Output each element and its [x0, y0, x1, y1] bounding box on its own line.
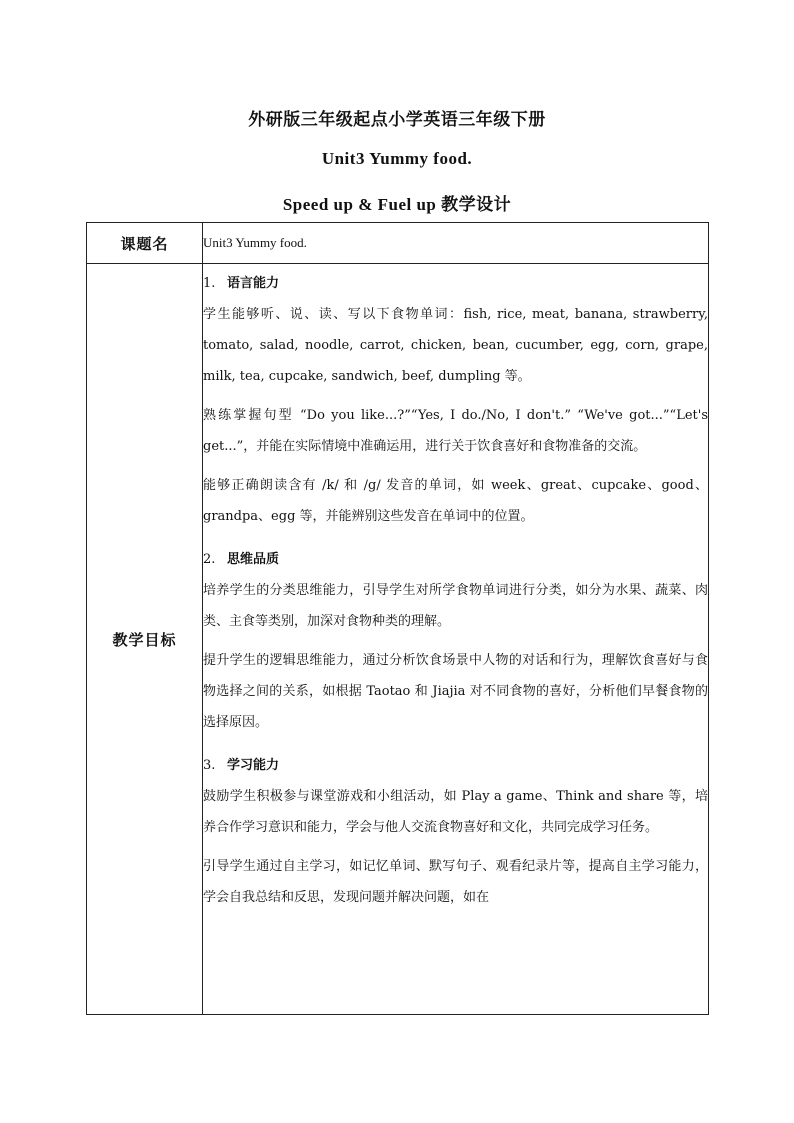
- goal-paragraph: 学生能够听、说、读、写以下食物单词：fish, rice, meat, banana, strawberry, tomato, salad, noodle, carrot, chicken, bean, cucumber, egg, corn, grape, milk, tea, cupcake, sandwich, beef, dumpling 等。: [203, 307, 708, 384]
- section-heading-text: 学习能力: [227, 758, 280, 773]
- goal-paragraph: 鼓励学生积极参与课堂游戏和小组活动，如 Play a game、Think and share 等，培养合作学习意识和能力，学会与他人交流食物喜好和文化，共同完成学习任务。: [203, 789, 708, 835]
- goal-section-learning: [203, 750, 708, 913]
- goal-paragraph: 培养学生的分类思维能力，引导学生对所学食物单词进行分类，如分为水果、蔬菜、肉类、主食等类别，加深对食物种类的理解。: [203, 583, 708, 629]
- goals-row: [87, 264, 709, 1015]
- section-number: 1.: [203, 276, 216, 291]
- section-heading: [203, 750, 708, 781]
- section-heading: [203, 268, 708, 299]
- lesson-plan-table: [86, 222, 709, 1015]
- goals-content: [203, 264, 709, 1015]
- section-number: 2.: [203, 552, 216, 567]
- goal-paragraph: 提升学生的逻辑思维能力，通过分析饮食场景中人物的对话和行为，理解饮食喜好与食物选择之间的关系，如根据 Taotao 和 Jiajia 对不同食物的喜好，分析他们早餐食物的选择原因。: [203, 653, 708, 730]
- goal-section-thinking: [203, 544, 708, 746]
- goal-paragraph: 熟练掌握句型 “Do you like...?”“Yes, I do./No, I don't.” “We've got...”“Let's get...”，并能在实际情境中准确运用，进行关于饮食喜好和食物准备的交流。: [203, 408, 708, 454]
- goal-paragraph: 引导学生通过自主学习，如记忆单词、默写句子、观看纪录片等，提高自主学习能力，学会自我总结和反思，发现问题并解决问题，如在: [203, 859, 708, 905]
- topic-value: Unit3 Yummy food.: [203, 223, 709, 264]
- topic-label: 课题名: [87, 223, 203, 264]
- section-heading: [203, 544, 708, 575]
- section-number: 3.: [203, 758, 216, 773]
- section-heading-text: 语言能力: [227, 276, 280, 291]
- goal-section-language: [203, 268, 708, 540]
- topic-row: [87, 223, 709, 264]
- unit-title: Unit3 Yummy food.: [321, 149, 473, 168]
- lesson-title: Speed up & Fuel up 教学设计: [282, 195, 512, 214]
- section-heading-text: 思维品质: [227, 552, 280, 567]
- goals-label: 教学目标: [87, 264, 203, 1015]
- goal-paragraph: 能够正确朗读含有 /k/ 和 /g/ 发音的单词，如 week、great、cupcake、good、grandpa、egg 等，并能辨别这些发音在单词中的位置。: [203, 478, 708, 524]
- document-title: 外研版三年级起点小学英语三年级下册: [248, 110, 546, 129]
